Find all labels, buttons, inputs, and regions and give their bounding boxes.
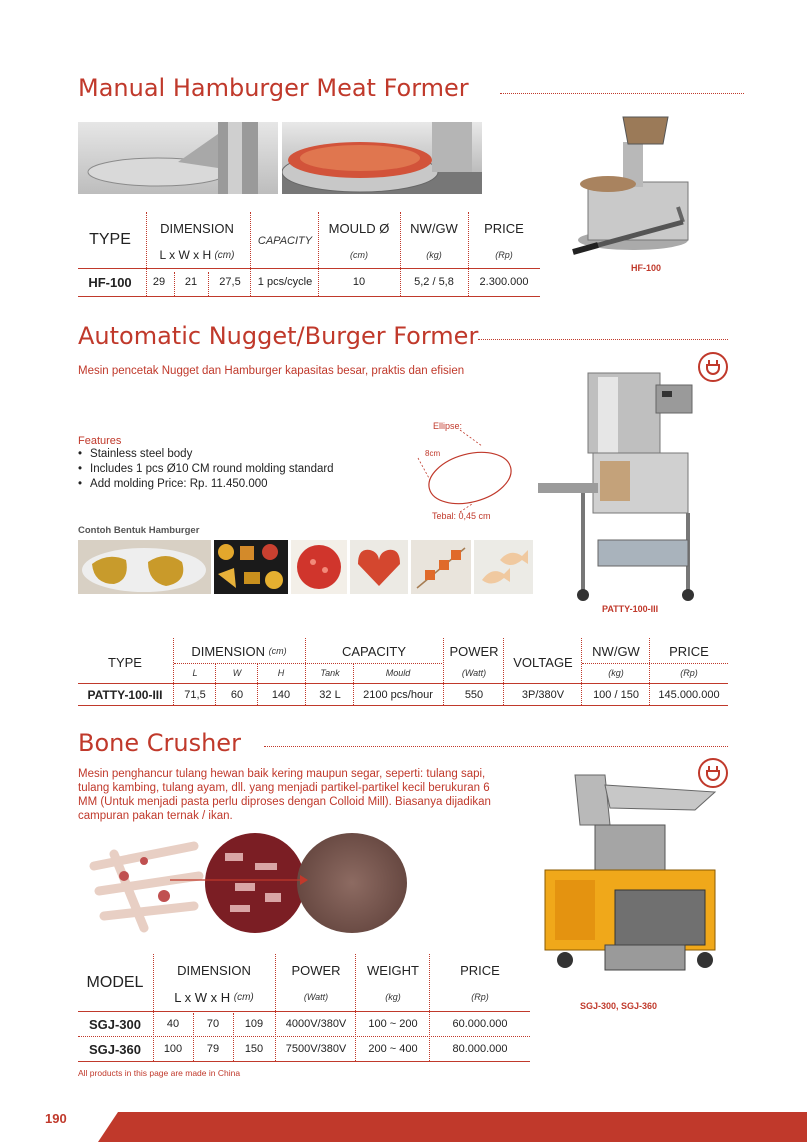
row-power: 550 <box>464 688 484 701</box>
col-divider <box>355 954 356 1061</box>
nugget-description: Mesin pencetak Nugget dan Hamburger kapasitas besar, praktis dan efisien <box>78 365 465 377</box>
features-label: Features <box>78 435 122 447</box>
ellipse-size: 8cm <box>425 449 441 458</box>
price-unit: (Rp) <box>680 668 698 678</box>
col-divider <box>208 272 209 296</box>
hf-100-machine-image <box>568 112 698 262</box>
weight-unit: (kg) <box>385 992 401 1002</box>
col-voltage: VOLTAGE <box>513 654 573 670</box>
col-divider <box>233 1013 234 1061</box>
mould-unit: (cm) <box>350 250 368 260</box>
sample-photo-round-patty <box>291 540 347 594</box>
row-nwgw: 100 / 150 <box>593 688 639 701</box>
row-capacity: 1 pcs/cycle <box>257 276 313 288</box>
table-row-price: 60.000.000 <box>452 1018 508 1030</box>
row-price: 2.300.000 <box>479 276 529 288</box>
electric-plug-icon <box>698 352 728 382</box>
features-list <box>78 447 334 492</box>
col-type: TYPE <box>108 654 142 670</box>
col-divider <box>305 638 306 705</box>
col-l: L <box>192 668 198 678</box>
dimension-lwh: L x W x H <box>159 248 212 262</box>
table-row-w: 70 <box>206 1018 220 1030</box>
col-price: PRICE <box>484 220 524 236</box>
row-mould: 10 <box>352 276 366 288</box>
row-h: 140 <box>271 688 291 701</box>
subheader-rule <box>582 663 728 664</box>
hf-100-caption: HF-100 <box>631 263 662 273</box>
table-header-rule <box>78 1011 530 1012</box>
table-row-power: 7500V/380V <box>285 1043 347 1055</box>
row-tank: 32 L <box>319 688 341 701</box>
col-price: PRICE <box>669 643 709 659</box>
sample-photo-nugget <box>78 540 211 594</box>
power-unit: (Watt) <box>461 668 487 678</box>
sample-photo-skewers <box>411 540 471 594</box>
table-bottom-rule <box>78 705 728 706</box>
samples-label: Contoh Bentuk Hamburger <box>78 525 200 536</box>
footer-note: All products in this page are made in China <box>78 1068 241 1078</box>
col-divider <box>275 954 276 1061</box>
patty-100-iii-caption: PATTY-100-III <box>602 604 659 614</box>
table-row-model: SGJ-360 <box>88 1041 142 1057</box>
col-price: PRICE <box>460 962 500 978</box>
nugget-title: Automatic Nugget/Burger Former <box>78 322 479 350</box>
col-mould: MOULD Ø <box>328 220 390 236</box>
title-divider <box>500 93 744 94</box>
row-type: HF-100 <box>88 274 132 290</box>
ellipse-label: Ellipse: <box>433 421 463 431</box>
col-divider <box>353 664 354 705</box>
col-nwgw: NW/GW <box>592 643 640 659</box>
dimension-unit: (cm) <box>233 991 254 1003</box>
bone-description: Mesin penghancur tulang hewan baik kering maupun segar, seperti: tulang sapi, tulang kambing, tulang ayam, dll. yang menjadi partikel-partikel kecil berukuran 6 MM (Untuk menjadi pasta perlu diproses dengan Colloid Mill). Biasanya dijadikan campuran pakan ternak / ikan. <box>78 768 491 822</box>
title-divider <box>478 339 728 340</box>
table-row-price: 80.000.000 <box>452 1043 508 1055</box>
col-divider <box>429 954 430 1061</box>
col-model: MODEL <box>86 974 144 991</box>
ellipse-mould-diagram <box>410 420 520 525</box>
hamburger-title: Manual Hamburger Meat Former <box>78 74 469 102</box>
sample-photo-fish-shapes <box>474 540 533 594</box>
hamburger-detail-photo-2 <box>282 122 482 194</box>
col-power: POWER <box>449 643 499 659</box>
dimension-lwh: L x W x H <box>174 989 231 1005</box>
col-tank: Tank <box>320 668 340 678</box>
col-mould: Mould <box>385 668 411 678</box>
feature-item: • Includes 1 pcs Ø10 CM round molding standard <box>78 462 334 477</box>
nwgw-unit: (kg) <box>608 668 624 678</box>
col-divider <box>153 954 154 1061</box>
process-arrow-icon <box>170 870 310 890</box>
table-header-rule <box>78 268 540 269</box>
table-row-model: SGJ-300 <box>88 1016 142 1032</box>
sgj-caption: SGJ-300, SGJ-360 <box>580 1001 658 1011</box>
col-divider <box>257 664 258 705</box>
col-divider <box>250 212 251 296</box>
col-w: W <box>232 668 242 678</box>
title-divider <box>264 746 728 747</box>
price-unit: (Rp) <box>495 250 513 260</box>
col-divider <box>581 638 582 705</box>
table-row-weight: 200 ~ 400 <box>368 1043 418 1055</box>
col-dimension: DIMENSION <box>177 962 251 978</box>
row-nwgw: 5,2 / 5,8 <box>414 276 454 288</box>
col-dimension-sub <box>154 988 274 1006</box>
row-w: 60 <box>230 688 244 701</box>
col-dimension <box>174 641 304 661</box>
col-divider <box>215 664 216 705</box>
row-divider <box>78 1036 530 1037</box>
table-bottom-rule <box>78 296 540 297</box>
bone-title: Bone Crusher <box>78 729 241 757</box>
col-divider <box>400 212 401 296</box>
feature-item: • Stainless steel body <box>78 447 334 462</box>
nwgw-unit: (kg) <box>426 250 442 260</box>
row-voltage: 3P/380V <box>521 688 565 701</box>
row-l: 29 <box>152 276 166 288</box>
dimension-unit: (cm) <box>268 646 287 656</box>
col-divider <box>173 638 174 705</box>
table-bottom-rule <box>78 1061 530 1062</box>
col-nwgw: NW/GW <box>410 220 458 236</box>
col-divider <box>649 638 650 705</box>
col-divider <box>146 212 147 296</box>
table-row-h: 109 <box>244 1018 264 1030</box>
col-divider <box>174 272 175 296</box>
table-row-l: 40 <box>166 1018 180 1030</box>
table-row-l: 100 <box>163 1043 183 1055</box>
hamburger-detail-photo-1 <box>78 122 278 194</box>
col-divider <box>443 638 444 705</box>
col-divider <box>318 212 319 296</box>
sample-photo-shapes <box>214 540 288 594</box>
col-power: POWER <box>291 962 341 978</box>
footer-bar <box>0 1112 807 1142</box>
dimension-label: DIMENSION <box>191 643 266 659</box>
row-l: 71,5 <box>184 688 206 701</box>
price-unit: (Rp) <box>471 992 489 1002</box>
col-h: H <box>277 668 285 678</box>
table-header-rule <box>78 683 728 684</box>
row-price: 145.000.000 <box>658 688 720 701</box>
table-row-h: 150 <box>244 1043 264 1055</box>
col-dimension: DIMENSION <box>160 220 234 236</box>
table-row-weight: 100 ~ 200 <box>368 1018 418 1030</box>
sample-photo-heart-patty <box>350 540 408 594</box>
power-unit: (Watt) <box>303 992 329 1002</box>
row-mould: 2100 pcs/hour <box>363 688 433 701</box>
row-h: 27,5 <box>219 276 241 288</box>
col-type: TYPE <box>89 231 131 248</box>
col-divider <box>503 638 504 705</box>
table-row-w: 79 <box>206 1043 220 1055</box>
col-capacity: CAPACITY <box>341 643 407 659</box>
ellipse-thickness: Tebal: 0,45 cm <box>432 511 491 521</box>
table-row-power: 4000V/380V <box>285 1018 347 1030</box>
col-divider <box>468 212 469 296</box>
bone-powder-photo <box>297 833 407 933</box>
page-number: 190 <box>45 1111 67 1126</box>
dimension-unit: (cm) <box>214 249 235 261</box>
col-weight: WEIGHT <box>367 962 419 978</box>
bone-crusher-machine-image <box>535 770 725 985</box>
col-capacity: CAPACITY <box>257 235 313 247</box>
row-type: PATTY-100-III <box>87 687 163 702</box>
col-dimension-sub <box>146 246 248 264</box>
row-w: 21 <box>184 276 198 288</box>
feature-item: • Add molding Price: Rp. 11.450.000 <box>78 477 334 492</box>
patty-100-iii-machine-image <box>538 365 698 605</box>
col-divider <box>193 1013 194 1061</box>
